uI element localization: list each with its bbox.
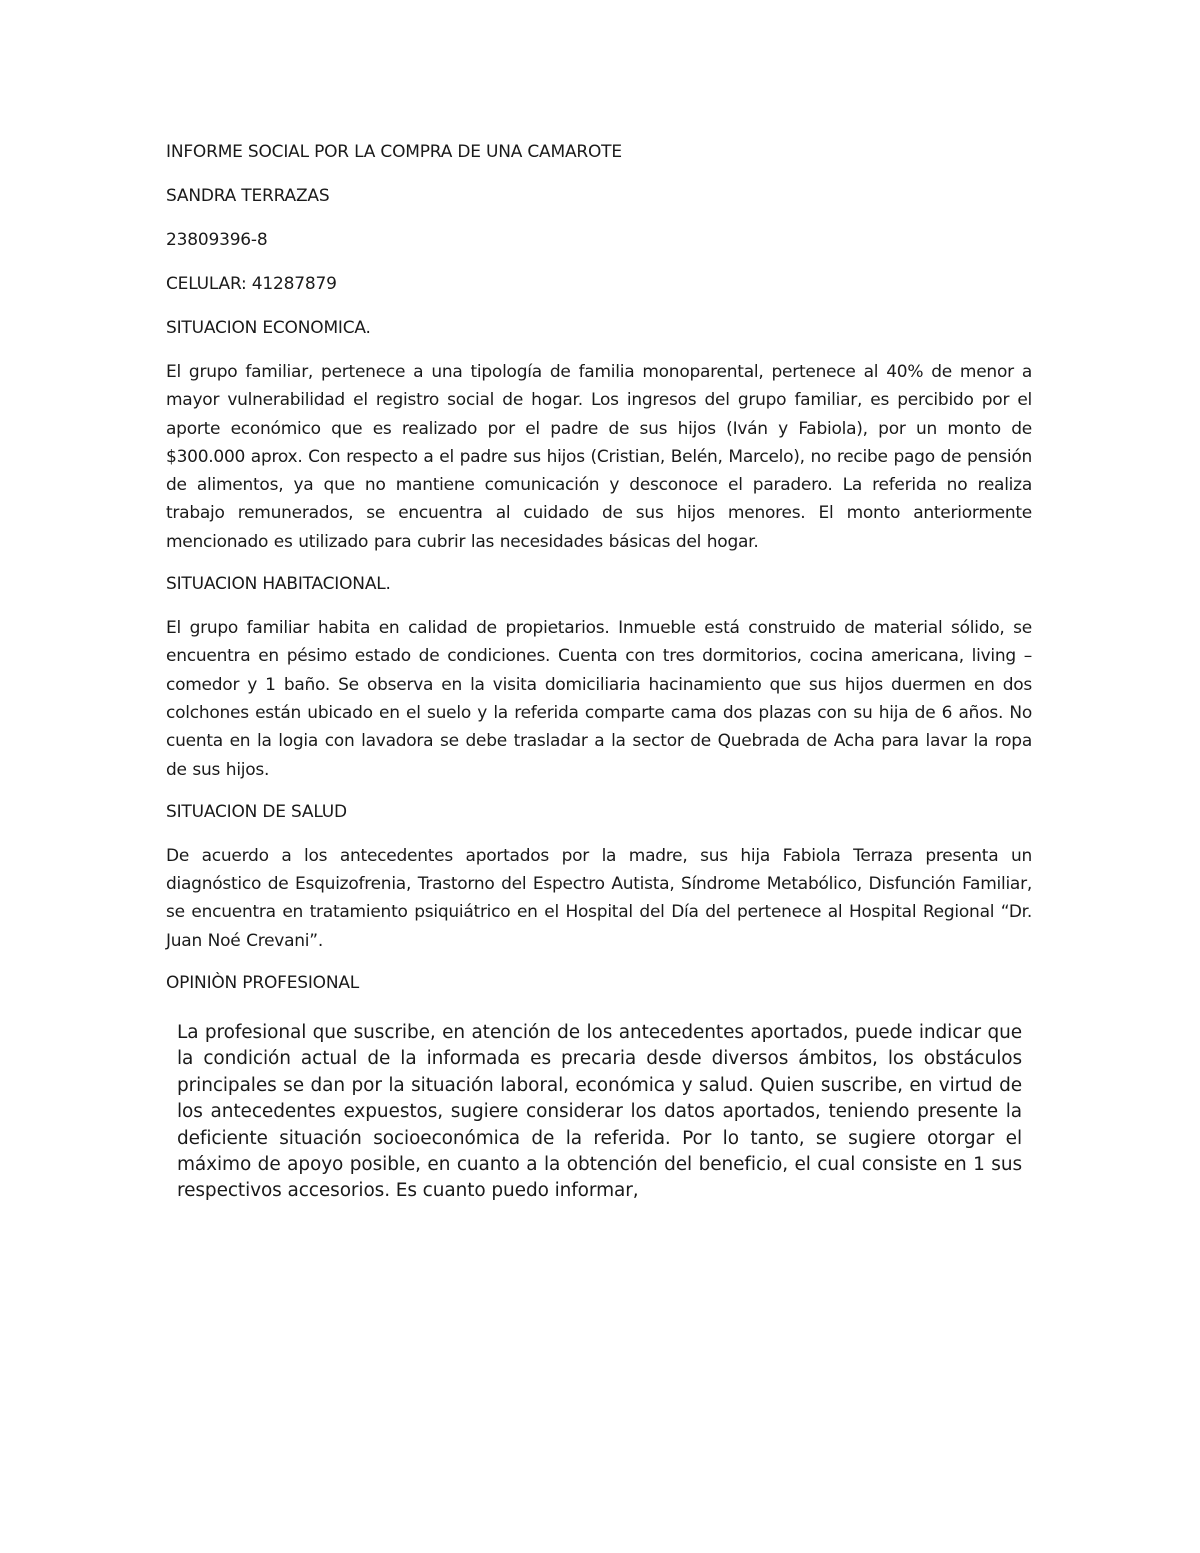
section-body-habitacional: El grupo familiar habita en calidad de propietarios. Inmueble está construido de material sólido, se encuentra en pésimo estado de condiciones. Cuenta con tres dormitorios, cocina americana, living – comedor y 1 baño. Se observa en la visita domiciliaria hacinamiento que sus hijos duermen en dos colchones están ubicado en el suelo y la referida comparte cama dos plazas con su hija de 6 años. No cuenta en la logia con lavadora se debe trasladar a la sector de Quebrada de Acha para lavar la ropa de sus hijos. [166,618,1032,780]
person-name: SANDRA TERRAZAS [166,186,330,206]
phone-number: CELULAR: 41287879 [166,274,337,294]
section-heading-salud: SITUACION DE SALUD [166,801,347,822]
section-heading-opinion: OPINIÒN PROFESIONAL [166,973,360,994]
document-title: INFORME SOCIAL POR LA COMPRA DE UNA CAMAROTE [166,142,622,162]
section-body-economica: El grupo familiar, pertenece a una tipología de familia monoparental, pertenece al 40% de menor a mayor vulnerabilidad el registro social de hogar. Los ingresos del grupo familiar, es percibido por el aporte económico que es realizado por el padre de sus hijos (Iván y Fabiola), por un monto de $300.000 aprox. Con respecto a el padre sus hijos (Cristian, Belén, Marcelo), no recibe pago de pensión de alimentos, ya que no mantiene comunicación y desconoce el paradero. La referida no realiza trabajo remunerados, se encuentra al cuidado de sus hijos menores. El monto anteriormente mencionado es utilizado para cubrir las necesidades básicas del hogar. [166,362,1032,552]
section-body-salud: De acuerdo a los antecedentes aportados por la madre, sus hija Fabiola Terraza presenta un diagnóstico de Esquizofrenia, Trastorno del Espectro Autista, Síndrome Metabólico, Disfunción Familiar, se encuentra en tratamiento psiquiátrico en el Hospital del Día del pertenece al Hospital Regional “Dr. Juan Noé Crevani”. [166,845,1032,951]
id-number: 23809396-8 [166,230,268,250]
section-heading-habitacional: SITUACION HABITACIONAL. [166,574,391,595]
section-body-opinion: La profesional que suscribe, en atención de los antecedentes aportados, puede indicar que la condición actual de la informada es precaria desde diversos ámbitos, los obstáculos principales se dan por la situación laboral, económica y salud. Quien suscribe, en virtud de los antecedentes expuestos, sugiere considerar los datos aportados, teniendo presente la deficiente situación socioeconómica de la referida. Por lo tanto, se sugiere otorgar el máximo de apoyo posible, en cuanto a la obtención del beneficio, el cual consiste en 1 sus respectivos accesorios. Es cuanto puedo informar, [177,1022,1022,1202]
section-heading-economica: SITUACION ECONOMICA. [166,318,371,338]
document-page [166,138,1032,1013]
